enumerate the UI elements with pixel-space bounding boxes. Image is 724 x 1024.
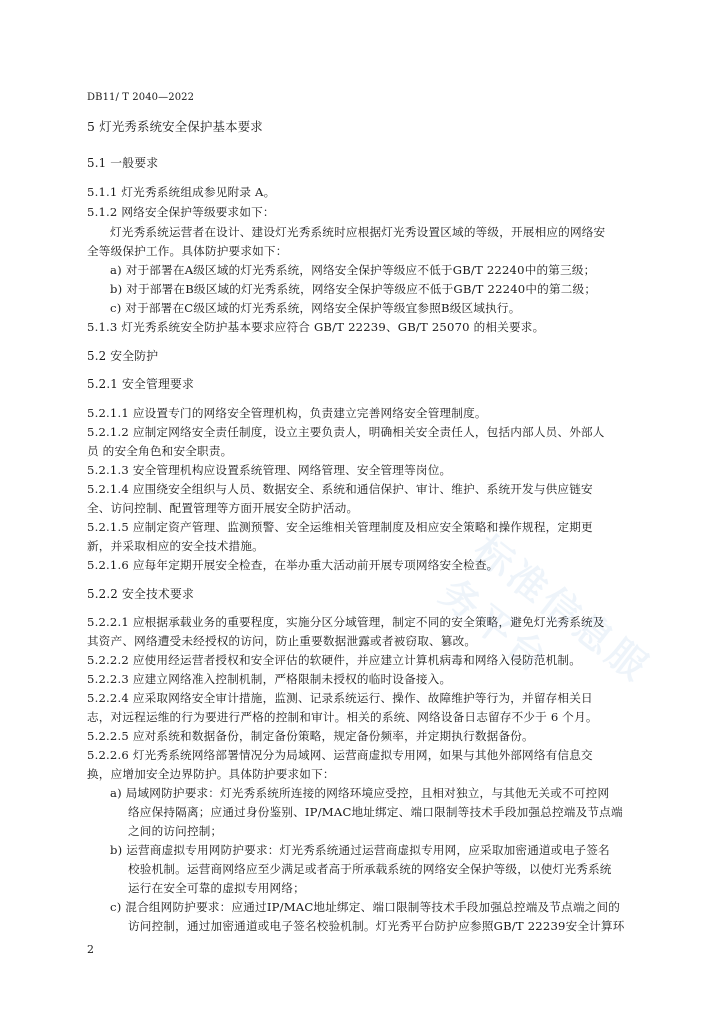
document-header: DB11/ T 2040—2022 [87,92,195,103]
text-line: 5.2.2.1 应根据承载业务的重要程度，实施分区分域管理，制定不同的安全策略，避免灯光秀系统及 [87,615,605,629]
watermark: 标准信息服务平台 [431,526,659,691]
text-line: 5.2.2.3 应建立网络准入控制机制，严格限制未授权的临时设备接入。 [87,672,452,686]
text-line: 新，并采取相应的安全技术措施。 [87,539,264,553]
text-line: b) 对于部署在B级区域的灯光秀系统，网络安全保护等级应不低于GB/T 22240中的第二级； [110,282,597,296]
text-line: 络应保持隔离；应通过身份鉴别、IP/MAC地址绑定、端口限制等技术手段加强总控端及节点端 [128,805,623,819]
text-line: b) 运营商虚拟专用网防护要求：灯光秀系统通过运营商虚拟专用网，应采取加密通道或电子签名 [110,843,610,857]
text-line: 5.2.2.4 应采取网络安全审计措施，监测、记录系统运行、操作、故障维护等行为，并留存相关日 [87,691,593,705]
section-heading: 5.2 安全防护 [87,349,159,363]
section-heading: 5.2.1 安全管理要求 [87,377,194,391]
text-line: 5.1.3 灯光秀系统安全防护基本要求应符合 GB/T 22239、GB/T 25070 的相关要求。 [87,320,545,334]
text-line: 灯光秀系统运营者在设计、建设灯光秀系统时应根据灯光秀设置区域的等级，开展相应的网络安 [110,225,606,239]
text-line: 5.1.2 网络安全保护等级要求如下： [87,205,275,219]
text-line: 5.2.1.5 应制定资产管理、监测预警、安全运维相关管理制度及相应安全策略和操作规程，定期更 [87,520,593,534]
text-line: 之间的访问控制； [128,824,223,838]
text-line: 5.1.1 灯光秀系统组成参见附录 A。 [87,185,276,199]
page-number: 2 [87,943,95,956]
text-line: 5.2.2.5 应对系统和数据备份，制定备份策略，规定备份频率，并定期执行数据备份。 [87,729,534,743]
text-line: 全、访问控制、配置管理等方面开展安全防护活动。 [87,501,359,515]
text-line: 5.2.2.6 灯光秀系统网络部署情况分为局域网、运营商虚拟专用网，如果与其他外部网络有信息交 [87,748,593,762]
text-line: 运行在安全可靠的虚拟专用网络； [128,881,305,895]
text-line: 5.2.1.1 应设置专门的网络安全管理机构，负责建立完善网络安全管理制度。 [87,406,487,420]
text-line: 员 的安全角色和安全职责。 [87,444,233,458]
text-line: 5.2.1.3 安全管理机构应设置系统管理、网络管理、安全管理等岗位。 [87,463,452,477]
section-heading: 5 灯光秀系统安全保护基本要求 [87,119,263,134]
text-line: 换，应增加安全边界防护。具体防护要求如下： [87,767,335,781]
text-line: c) 混合组网防护要求：应通过IP/MAC地址绑定、端口限制等技术手段加强总控端及节点端之间的 [110,900,621,914]
text-line: 志，对远程运维的行为要进行严格的控制和审计。相关的系统、网络设备日志留存不少于 6 个月。 [87,710,598,724]
text-line: 其资产、网络遭受未经授权的访问，防止重要数据泄露或者被窃取、篡改。 [87,634,477,648]
text-line: 5.2.1.2 应制定网络安全责任制度，设立主要负责人，明确相关安全责任人，包括内部人员、外部人 [87,425,605,439]
text-line: a) 对于部署在A级区域的灯光秀系统，网络安全保护等级应不低于GB/T 22240中的第三级； [110,263,596,277]
text-line: 访问控制，通过加密通道或电子签名校验机制。灯光秀平台防护应参照GB/T 22239安全计算环 [128,919,625,933]
text-line: 5.2.1.4 应围绕安全组织与人员、数据安全、系统和通信保护、审计、维护、系统开发与供应链安 [87,482,593,496]
text-line: c) 对于部署在C级区域的灯光秀系统，网络安全保护等级宜参照B级区域执行。 [110,301,521,315]
section-heading: 5.1 一般要求 [87,156,159,170]
text-line: 5.2.1.6 应每年定期开展安全检查，在举办重大活动前开展专项网络安全检查。 [87,558,499,572]
text-line: a) 局域网防护要求：灯光秀系统所连接的网络环境应受控，且相对独立，与其他无关或不可控网 [110,786,610,800]
text-line: 校验机制。运营商网络应至少满足或者高于所承载系统的网络安全保护等级，以使灯光秀系统 [128,862,612,876]
text-line: 全等级保护工作。具体防护要求如下： [87,244,288,258]
section-heading: 5.2.2 安全技术要求 [87,587,194,601]
text-line: 5.2.2.2 应使用经运营者授权和安全评估的软硬件，并应建立计算机病毒和网络入侵防范机制。 [87,653,582,667]
